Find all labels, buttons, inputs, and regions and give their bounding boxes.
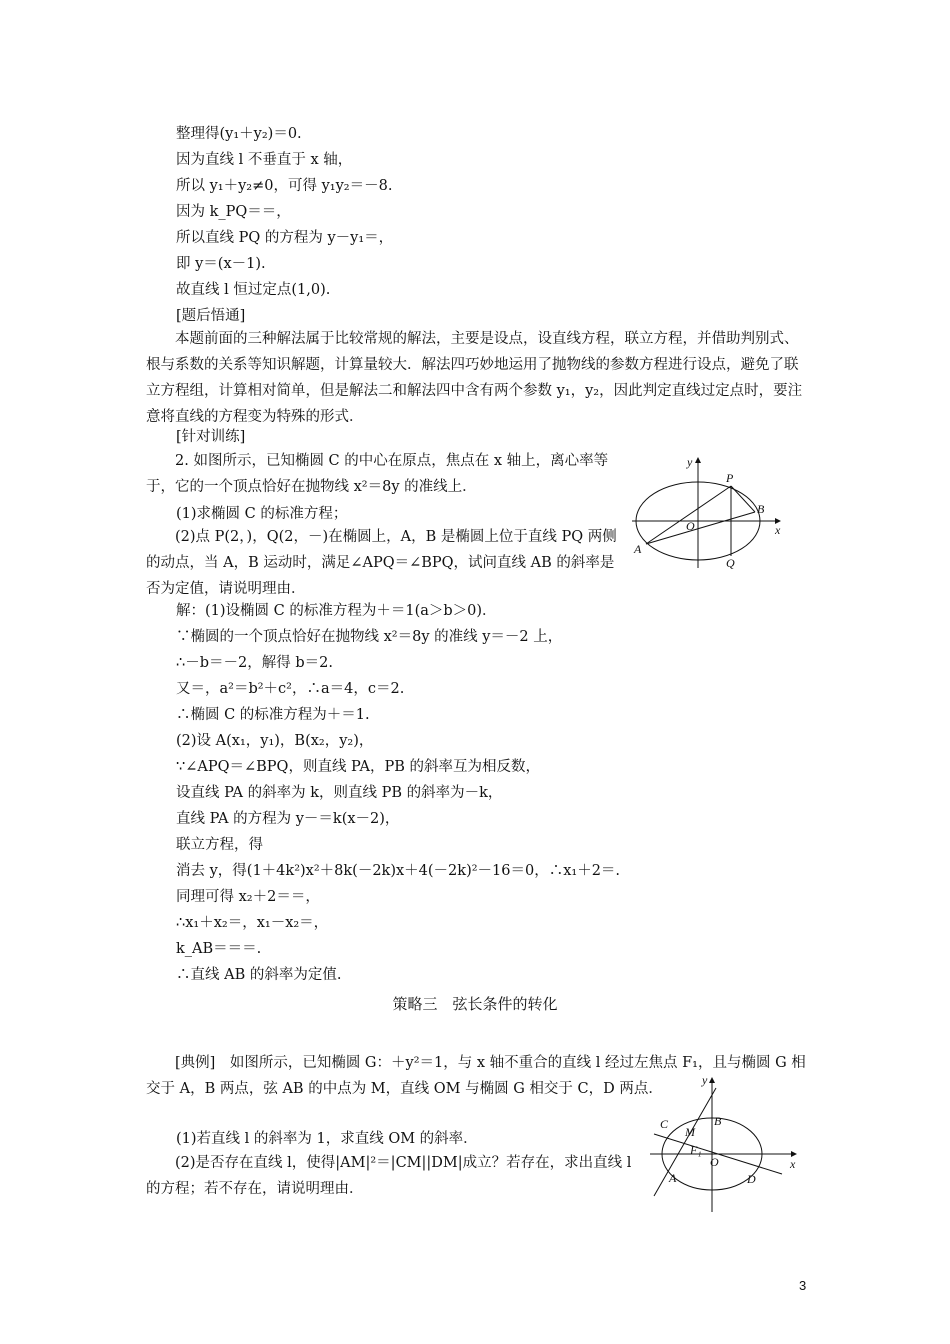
point-label-f1: F₁ (690, 1143, 702, 1157)
example-part: (2)是否存在直线 l，使得|AM|²＝|CM||DM|成立？若存在，求出直线 l 的方程；若不存在，请说明理由． (146, 1155, 632, 1197)
solution-line: k_AB＝＝＝. (176, 941, 262, 957)
text-line: 即 y＝(x－1). (176, 256, 266, 272)
point-label-a: A (669, 1171, 677, 1185)
axis-label-x: x (790, 1157, 796, 1171)
solution-line: ∴直线 AB 的斜率为定值. (176, 967, 342, 983)
point-label-q: Q (726, 556, 735, 570)
point-label-o: O (686, 519, 695, 533)
page-number: 3 (799, 1278, 807, 1293)
ellipse-figure-2 (646, 1072, 804, 1214)
point-label-b: B (714, 1114, 722, 1128)
point-label-a: A (634, 542, 642, 556)
axis-label-x: x (775, 523, 781, 537)
text-line: 因为直线 l 不垂直于 x 轴， (176, 152, 353, 168)
solution-line: 解：(1)设椭圆 C 的标准方程为＋＝1(a＞b＞0)． (176, 603, 497, 619)
point-label-d: D (747, 1172, 756, 1186)
solution-line: ∴x₁＋x₂＝，x₁－x₂＝， (176, 915, 329, 931)
problem-part: (2)点 P(2，)，Q(2，－)在椭圆上，A，B 是椭圆上位于直线 PQ 两侧的动点，当 A，B 运动时，满足∠APQ＝∠BPQ，试问直线 AB 的斜率是否为定值，请说明理由． (146, 529, 617, 597)
example-statement: [典例] 如图所示，已知椭圆 G：＋y²＝1，与 x 轴不重合的直线 l 经过左焦点 F₁，且与椭圆 G 相交于 A，B 两点，弦 AB 的中点为 M，直线 OM 与椭圆 G 相交于 C，D 两点． (146, 1055, 806, 1097)
text-line: 因为 k_PQ＝＝， (176, 204, 291, 220)
text-line: 所以 y₁＋y₂≠0，可得 y₁y₂＝－8. (176, 178, 393, 194)
point-label-p: P (726, 471, 734, 485)
ellipse-figure (628, 450, 790, 570)
point-label-b: B (757, 502, 765, 516)
solution-line: 联立方程，得 (176, 837, 263, 853)
point-label-m: M (685, 1125, 695, 1139)
problem-part: (1)求椭圆 C 的标准方程； (176, 506, 348, 522)
solution-line: 又＝，a²＝b²＋c²，∴a＝4，c＝2. (176, 681, 405, 697)
problem-statement: 2. 如图所示，已知椭圆 C 的中心在原点，焦点在 x 轴上，离心率等于，它的一个顶点恰好在抛物线 x²＝8y 的准线上． (146, 453, 609, 495)
text-line: 所以直线 PQ 的方程为 y－y₁＝， (176, 230, 394, 246)
text-line: 整理得(y₁＋y₂)＝0. (176, 126, 302, 142)
insight-paragraph: 本题前面的三种解法属于比较常规的解法，主要是设点，设直线方程，联立方程，并借助判别式、根与系数的关系等知识解题，计算量较大．解法四巧妙地运用了抛物线的参数方程进行设点，避免了联立方程组，计算相对简单，但是解法二和解法四中含有两个参数 y₁，y₂，因此判定直线过定点时，要注意将直线的方程变为特殊的形式． (146, 331, 803, 425)
axis-label-y: y (687, 455, 693, 469)
solution-line: ∵∠APQ＝∠BPQ，则直线 PA，PB 的斜率互为相反数， (176, 759, 540, 775)
axis-label-y: y (702, 1073, 708, 1087)
solution-line: (2)设 A(x₁，y₁)，B(x₂，y₂)， (176, 733, 374, 749)
section-title: 策略三 弦长条件的转化 (392, 995, 558, 1013)
point-label-c: C (660, 1117, 669, 1131)
section-label: [针对训练] (176, 429, 246, 445)
section-label: [题后悟通] (176, 308, 246, 324)
solution-line: ∴椭圆 C 的标准方程为＋＝1. (176, 707, 370, 723)
solution-line: ∵椭圆的一个顶点恰好在抛物线 x²＝8y 的准线 y＝－2 上， (176, 629, 563, 645)
solution-line: 消去 y，得(1＋4k²)x²＋8k(－2k)x＋4(－2k)²－16＝0，∴x₁＋2＝. (176, 863, 621, 879)
solution-line: 设直线 PA 的斜率为 k，则直线 PB 的斜率为－k， (176, 785, 503, 801)
point-label-o: O (710, 1155, 719, 1169)
solution-line: 直线 PA 的方程为 y－＝k(x－2)， (176, 811, 400, 827)
text-line: 故直线 l 恒过定点(1,0). (176, 282, 331, 298)
solution-line: ∴－b＝－2，解得 b＝2. (176, 655, 333, 671)
example-part: (1)若直线 l 的斜率为 1，求直线 OM 的斜率． (176, 1131, 478, 1147)
solution-line: 同理可得 x₂＋2＝＝， (176, 889, 320, 905)
